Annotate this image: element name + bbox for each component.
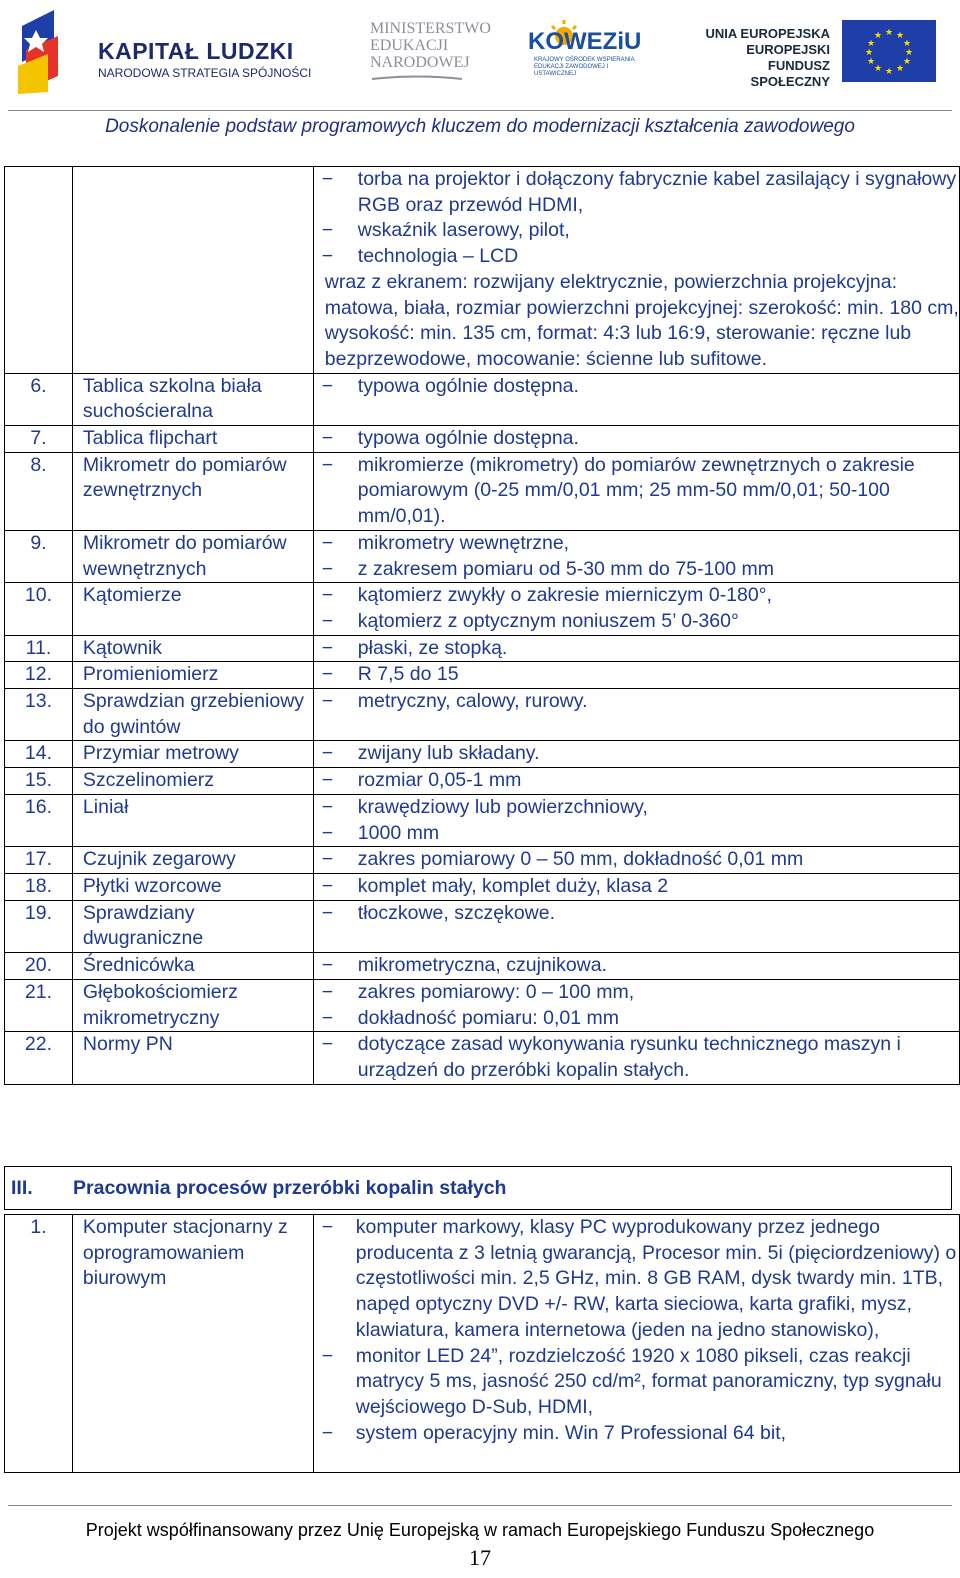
item-name: Promieniomierz (72, 662, 313, 689)
item-number: 16. (5, 794, 73, 846)
header-divider (8, 110, 952, 111)
item-description (313, 426, 959, 453)
document-header: Doskonalenie podstaw programowych kluczem do modernizacji kształcenia zawodowego (105, 116, 855, 137)
svg-text:★: ★ (866, 57, 876, 67)
equipment-table (4, 166, 960, 1085)
description-bullet: − płaski, ze stopką. (314, 636, 959, 662)
table-row (5, 768, 960, 795)
item-name: Płytki wzorcowe (72, 873, 313, 900)
table-row (5, 741, 960, 768)
item-number: 19. (5, 900, 73, 952)
item-number: 20. (5, 953, 73, 980)
item-name: Głębokościomierz mikrometryczny (72, 979, 313, 1031)
item-name: Kątownik (72, 635, 313, 662)
svg-text:★: ★ (884, 28, 894, 38)
item-description (313, 1215, 959, 1473)
item-name: Sprawdzian grzebieniowy do gwintów (72, 689, 313, 741)
table-row (5, 953, 960, 980)
item-number: 18. (5, 873, 73, 900)
svg-text:★: ★ (873, 31, 883, 41)
item-name: Komputer stacjonarny z oprogramowaniem biurowym (72, 1215, 313, 1473)
men-logo-text (370, 20, 491, 71)
footer-text: Projekt współfinansowany przez Unię Europejską w ramach Europejskiego Funduszu Społecznego (85, 1520, 875, 1540)
description-bullet: − dokładność pomiaru: 0,01 mm (314, 1006, 959, 1032)
description-bullet: − monitor LED 24”, rozdzielczość 1920 x 1080 pikseli, czas reakcji matrycy 5 ms, jasność 250 cd/m², format panoramiczny, typ sygnału wejściowego D-Sub, HDMI, (314, 1344, 959, 1421)
item-number (5, 167, 73, 374)
equipment-table-2 (4, 1214, 960, 1473)
description-bullet: − technologia – LCD (314, 244, 959, 270)
description-bullet: − tłoczkowe, szczękowe. (314, 901, 959, 927)
item-description (313, 741, 959, 768)
table-row (5, 373, 960, 425)
men-line: MINISTERSTWO (370, 20, 491, 37)
ue-line: FUNDUSZ SPOŁECZNY (750, 58, 830, 89)
table-row (5, 794, 960, 846)
table-row (5, 426, 960, 453)
item-description (313, 167, 959, 374)
description-bullet: − mikromierze (mikrometry) do pomiarów zewnętrznych o zakresie pomiarowym (0-25 mm/0,01 mm; 25 mm-50 mm/0,01; 50-100 mm/0,01). (314, 453, 959, 530)
description-bullet: − typowa ogólnie dostępna. (314, 374, 959, 400)
men-swoosh-icon (372, 74, 462, 84)
item-name: Liniał (72, 794, 313, 846)
svg-text:★: ★ (873, 64, 883, 74)
description-bullet: − zakres pomiarowy: 0 – 100 mm, (314, 980, 959, 1006)
item-number: 11. (5, 635, 73, 662)
item-name: Czujnik zegarowy (72, 847, 313, 874)
item-name: Szczelinomierz (72, 768, 313, 795)
page-number: 17 (469, 1545, 491, 1570)
item-number: 21. (5, 979, 73, 1031)
item-number: 8. (5, 452, 73, 530)
kapital-ludzki-title: KAPITAŁ LUDZKI (98, 38, 294, 64)
koweziu-subtitle: KRAJOWY OŚRODEK WSPIERANIA EDUKACJI ZAWODOWEJ I USTAWICZNEJ (534, 57, 635, 77)
description-bullet: − R 7,5 do 15 (314, 662, 959, 688)
item-description (313, 373, 959, 425)
item-description (313, 583, 959, 635)
item-name: Tablica flipchart (72, 426, 313, 453)
description-bullet: − zwijany lub składany. (314, 741, 959, 767)
item-number: 10. (5, 583, 73, 635)
eu-flag-icon (842, 20, 936, 82)
item-description (313, 1032, 959, 1084)
item-name: Normy PN (72, 1032, 313, 1084)
table-row (5, 635, 960, 662)
item-name (72, 167, 313, 374)
svg-text:★: ★ (904, 48, 914, 58)
item-name: Mikrometr do pomiarów zewnętrznych (72, 452, 313, 530)
item-description (313, 689, 959, 741)
item-number: 12. (5, 662, 73, 689)
description-bullet: − mikrometryczna, czujnikowa. (314, 953, 959, 979)
item-number: 22. (5, 1032, 73, 1084)
description-bullet: − wskaźnik laserowy, pilot, (314, 218, 959, 244)
item-name: Średnicówka (72, 953, 313, 980)
table-row (5, 979, 960, 1031)
svg-text:★: ★ (895, 64, 905, 74)
koweziu-title: KOWEZiU (528, 28, 642, 55)
item-number: 6. (5, 373, 73, 425)
item-number: 13. (5, 689, 73, 741)
item-name: Kątomierze (72, 583, 313, 635)
description-bullet: − metryczny, calowy, rurowy. (314, 689, 959, 715)
description-bullet: − krawędziowy lub powierzchniowy, (314, 795, 959, 821)
table-row (5, 452, 960, 530)
item-description (313, 847, 959, 874)
svg-text:★: ★ (884, 67, 894, 77)
description-bullet: − torba na projektor i dołączony fabrycznie kabel zasilający i sygnałowy RGB oraz przewód HDMI, (314, 167, 959, 218)
item-description (313, 900, 959, 952)
item-description (313, 452, 959, 530)
description-paragraph: wraz z ekranem: rozwijany elektrycznie, powierzchnia projekcyjna: matowa, biała, rozmiar powierzchni projekcyjnej: szerokość: min. 180 cm, wysokość: min. 135 cm, format: 4:3 lub 16:9, sterowanie: ręczne lub bezprzewodowe, mocowanie: ścienne lub sufitowe. (324, 270, 959, 370)
description-bullet: − system operacyjny min. Win 7 Professional 64 bit, (314, 1421, 959, 1447)
footer-divider (8, 1505, 952, 1506)
table-row (5, 900, 960, 952)
item-number: 15. (5, 768, 73, 795)
description-bullet: − mikrometry wewnętrzne, (314, 531, 959, 557)
svg-text:★: ★ (864, 48, 874, 58)
kapital-ludzki-logo (14, 6, 74, 96)
item-description (313, 662, 959, 689)
description-bullet: − komplet mały, komplet duży, klasa 2 (314, 874, 959, 900)
item-description (313, 953, 959, 980)
item-name: Tablica szkolna biała suchościeralna (72, 373, 313, 425)
table-row (5, 1032, 960, 1084)
ue-line: EUROPEJSKI (746, 42, 830, 57)
item-description (313, 794, 959, 846)
equipment-table-2-body (5, 1215, 960, 1473)
table-row (5, 530, 960, 582)
table-row (5, 847, 960, 874)
item-name: Sprawdziany dwugraniczne (72, 900, 313, 952)
svg-text:★: ★ (902, 39, 912, 49)
svg-text:★: ★ (902, 57, 912, 67)
svg-text:★: ★ (866, 39, 876, 49)
equipment-table-body (5, 167, 960, 1085)
description-bullet: − kątomierz z optycznym noniuszem 5’ 0-360° (314, 609, 959, 635)
item-number: 17. (5, 847, 73, 874)
item-number: 14. (5, 741, 73, 768)
description-bullet: − zakres pomiarowy 0 – 50 mm, dokładność 0,01 mm (314, 847, 959, 873)
section-title: Pracownia procesów przeróbki kopalin stałych (73, 1177, 507, 1199)
description-bullet: − z zakresem pomiaru od 5-30 mm do 75-100 mm (314, 557, 959, 583)
logo-bar (0, 0, 960, 110)
section-heading (4, 1166, 952, 1210)
table-row (5, 689, 960, 741)
men-line: NARODOWEJ (370, 54, 470, 71)
item-name: Mikrometr do pomiarów wewnętrznych (72, 530, 313, 582)
item-description (313, 530, 959, 582)
table-row (5, 662, 960, 689)
ue-line: UNIA EUROPEJSKA (705, 26, 830, 41)
item-description (313, 768, 959, 795)
kapital-ludzki-subtitle: NARODOWA STRATEGIA SPÓJNOŚCI (98, 66, 312, 80)
description-bullet: − komputer markowy, klasy PC wyprodukowany przez jednego producenta z 3 letnią gwarancją, Procesor min. 5i (pięciordzeniowy) o częstotliwości min. 2,5 GHz, min. 8 GB RAM, dysk twardy min. 1TB, napęd optyczny DVD +/- RW, karta sieciowa, karta grafiki, mysz, klawiatura, kamera internetowa (jeden na jedno stanowisko), (314, 1215, 959, 1344)
description-bullet: − kątomierz zwykły o zakresie mierniczym 0-180°, (314, 583, 959, 609)
description-bullet: − dotyczące zasad wykonywania rysunku technicznego maszyn i urządzeń do przeróbki kopalin stałych. (314, 1032, 959, 1083)
item-description (313, 635, 959, 662)
men-line: EDUKACJI (370, 37, 449, 54)
item-number: 7. (5, 426, 73, 453)
table-row (5, 167, 960, 374)
item-number: 1. (5, 1215, 73, 1473)
description-bullet: − 1000 mm (314, 821, 959, 847)
table-row (5, 583, 960, 635)
item-description (313, 979, 959, 1031)
ue-logo-text (698, 26, 830, 90)
item-description (313, 873, 959, 900)
table-row (5, 1215, 960, 1473)
item-name: Przymiar metrowy (72, 741, 313, 768)
svg-text:★: ★ (895, 31, 905, 41)
description-bullet: − rozmiar 0,05-1 mm (314, 768, 959, 794)
description-bullet: − typowa ogólnie dostępna. (314, 426, 959, 452)
section-number: III. (11, 1177, 33, 1199)
table-row (5, 873, 960, 900)
item-number: 9. (5, 530, 73, 582)
